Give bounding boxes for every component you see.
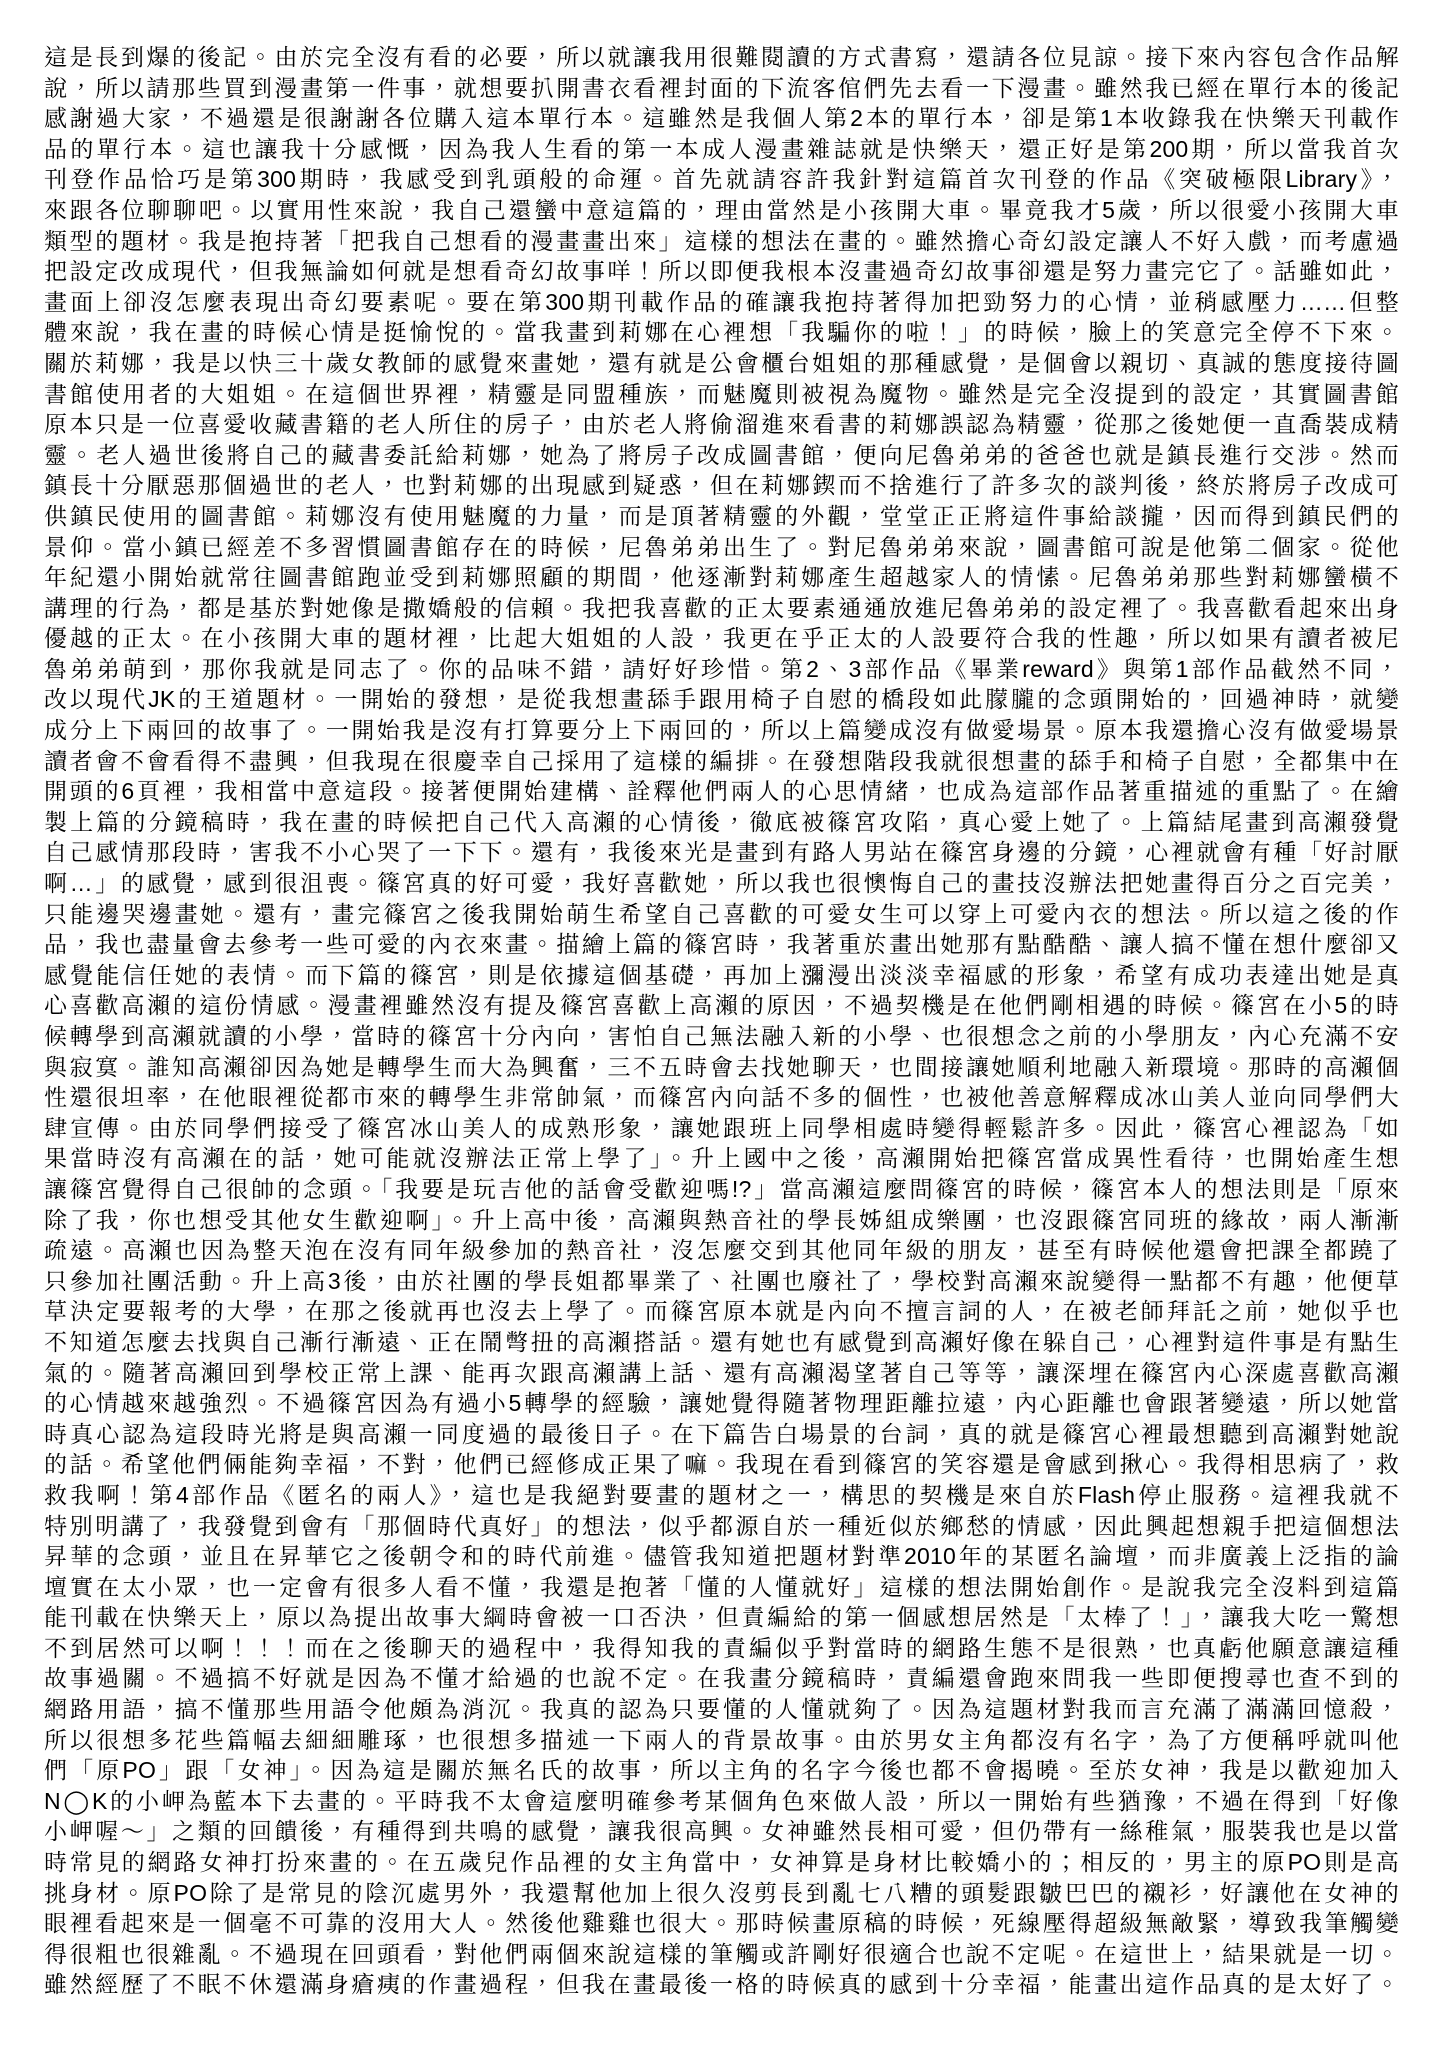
text-line: 年紀還小開始就常往圖書館跑並受到莉娜照顧的期間，他逐漸對莉娜產生超越家人的情愫。尼魯弟弟那些對莉娜蠻橫不 xyxy=(44,564,1399,591)
text-line: 除了我，你也想受其他女生歡迎啊」。升上高中後，高瀨與熱音社的學長姊組成樂團，也沒跟篠宮同班的緣故，兩人漸漸 xyxy=(44,1206,1399,1233)
text-line: 候轉學到高瀨就讀的小學，當時的篠宮十分內向，害怕自己無法融入新的小學、也很想念之前的小學朋友，內心充滿不安 xyxy=(44,1023,1399,1049)
text-line: 救我啊！第4部作品《匿名的兩人》，這也是我絕對要畫的題材之一，構思的契機是來自於Flash停止服務。這裡我就不 xyxy=(44,1481,1399,1508)
text-line: 製上篇的分鏡稿時，我在畫的時候把自己代入高瀨的心情後，徹底被篠宮攻陷，真心愛上她了。上篇結尾畫到高瀨發覺 xyxy=(44,808,1399,835)
text-line: 不知道怎麼去找與自己漸行漸遠、正在鬧彆扭的高瀨搭話。還有她也有感覺到高瀨好像在躲自己，心裡對這件事是有點生 xyxy=(44,1328,1399,1355)
text-line: 讀者會不會看得不盡興，但我現在很慶幸自己採用了這樣的編排。在發想階段我就很想畫的舔手和椅子自慰，全都集中在 xyxy=(44,747,1399,774)
text-line: 的心情越來越強烈。不過篠宮因為有過小5轉學的經驗，讓她覺得隨著物理距離拉遠，內心距離也會跟著變遠，所以她當 xyxy=(44,1390,1399,1417)
text-line: 只能邊哭邊畫她。還有，畫完篠宮之後我開始萌生希望自己喜歡的可愛女生可以穿上可愛內衣的想法。所以這之後的作 xyxy=(44,900,1399,927)
text-line: 刊登作品恰巧是第300期時，我感受到乳頭般的命運。首先就請容許我針對這篇首次刊登的作品《突破極限Library》， xyxy=(44,166,1399,193)
text-line: 來跟各位聊聊吧。以實用性來說，我自己還蠻中意這篇的，理由當然是小孩開大車。畢竟我才5歲，所以很愛小孩開大車 xyxy=(44,196,1399,223)
text-line: 啊…」的感覺，感到很沮喪。篠宮真的好可愛，我好喜歡她，所以我也很懊悔自己的畫技沒辦法把她畫得百分之百完美， xyxy=(44,870,1399,897)
text-line: 畫面上卻沒怎麼表現出奇幻要素呢。要在第300期刊載作品的確讓我抱持著得加把勁努力的心情，並稍感壓力……但整 xyxy=(44,288,1399,315)
text-line: 只參加社團活動。升上高3後，由於社團的學長姐都畢業了、社團也廢社了，學校對高瀨來說變得一點都不有趣，他便草 xyxy=(44,1267,1399,1294)
text-line: 挑身材。原PO除了是常見的陰沉處男外，我還幫他加上很久沒剪長到亂七八糟的頭髮跟皺巴巴的襯衫，好讓他在女神的 xyxy=(44,1879,1399,1906)
text-line: 類型的題材。我是抱持著「把我自己想看的漫畫畫出來」這樣的想法在畫的。雖然擔心奇幻設定讓人不好入戲，而考慮過 xyxy=(44,227,1399,254)
text-line: 得很粗也很雜亂。不過現在回頭看，對他們兩個來說這樣的筆觸或許剛好很適合也說不定呢。在這世上，結果就是一切。 xyxy=(44,1940,1399,1967)
text-line: 氣的。隨著高瀨回到學校正常上課、能再次跟高瀨講上話、還有高瀨渴望著自己等等，讓深埋在篠宮內心深處喜歡高瀨 xyxy=(44,1359,1399,1386)
text-line: 果當時沒有高瀨在的話，她可能就沒辦法正常上學了」。升上國中之後，高瀨開始把篠宮當成異性看待，也開始產生想 xyxy=(44,1145,1399,1172)
text-line: 故事過關。不過搞不好就是因為不懂才給過的也說不定。在我畫分鏡稿時，責編還會跑來問我一些即便搜尋也查不到的 xyxy=(44,1665,1399,1692)
text-line: 壇實在太小眾，也一定會有很多人看不懂，我還是抱著「懂的人懂就好」這樣的想法開始創作。是說我完全沒料到這篇 xyxy=(44,1573,1399,1600)
text-line: 眼裡看起來是一個毫不可靠的沒用大人。然後他雞雞也很大。那時候畫原稿的時候，死線壓得超級無敵緊，導致我筆觸變 xyxy=(44,1910,1399,1937)
text-line: 開頭的6頁裡，我相當中意這段。接著便開始建構、詮釋他們兩人的心思情緒，也成為這部作品著重描述的重點了。在繪 xyxy=(44,778,1399,805)
text-line: 靈。老人過世後將自己的藏書委託給莉娜，她為了將房子改成圖書館，便向尼魯弟弟的爸爸也就是鎮長進行交涉。然而 xyxy=(44,441,1399,468)
text-line: 原本只是一位喜愛收藏書籍的老人所住的房子，由於老人將偷溜進來看書的莉娜誤認為精靈，從那之後她便一直喬裝成精 xyxy=(44,411,1399,438)
text-line: 優越的正太。在小孩開大車的題材裡，比起大姐姐的人設，我更在乎正太的人設要符合我的性趣，所以如果有讀者被尼 xyxy=(44,625,1399,652)
text-line: 肆宣傳。由於同學們接受了篠宮冰山美人的成熟形象，讓她跟班上同學相處時變得輕鬆許多。因此，篠宮心裡認為「如 xyxy=(44,1114,1399,1141)
text-line: 這是長到爆的後記。由於完全沒有看的必要，所以就讓我用很難閱讀的方式書寫，還請各位見諒。接下來內容包含作品解 xyxy=(44,44,1399,70)
text-line: 說，所以請那些買到漫畫第一件事，就想要扒開書衣看裡封面的下流客倌們先去看一下漫畫。雖然我已經在單行本的後記 xyxy=(44,74,1399,101)
text-line: 時真心認為這段時光將是與高瀨一同度過的最後日子。在下篇告白場景的台詞，真的就是篠宮心裡最想聽到高瀨對她說 xyxy=(44,1420,1399,1447)
text-line: 時常見的網路女神打扮來畫的。在五歲兒作品裡的女主角當中，女神算是身材比較嬌小的；相反的，男主的原PO則是高 xyxy=(44,1849,1399,1876)
text-line: 小岬喔～」之類的回饋後，有種得到共鳴的感覺，讓我很高興。女神雖然長相可愛，但仍帶有一絲稚氣，服裝我也是以當 xyxy=(44,1818,1399,1845)
text-line: 讓篠宮覺得自己很帥的念頭。「我要是玩吉他的話會受歡迎嗎!?」當高瀨這麼問篠宮的時候，篠宮本人的想法則是「原來 xyxy=(44,1175,1399,1202)
text-line: 感謝過大家，不過還是很謝謝各位購入這本單行本。這雖然是我個人第2本的單行本，卻是第1本收錄我在快樂天刊載作 xyxy=(44,105,1399,132)
text-line: 魯弟弟萌到，那你我就是同志了。你的品味不錯，請好好珍惜。第2、3部作品《畢業reward》與第1部作品截然不同， xyxy=(44,655,1399,682)
text-line: 特別明講了，我發覺到會有「那個時代真好」的想法，似乎都源自於一種近似於鄉愁的情感，因此興起想親手把這個想法 xyxy=(44,1512,1399,1539)
text-line: 鎮長十分厭惡那個過世的老人，也對莉娜的出現感到疑惑，但在莉娜鍥而不捨進行了許多次的談判後，終於將房子改成可 xyxy=(44,472,1399,499)
text-line: 網路用語，搞不懂那些用語令他頗為消沉。我真的認為只要懂的人懂就夠了。因為這題材對我而言充滿了滿滿回憶殺， xyxy=(44,1696,1399,1723)
text-line: 昇華的念頭，並且在昇華它之後朝令和的時代前進。儘管我知道把題材對準2010年的某匿名論壇，而非廣義上泛指的論 xyxy=(44,1543,1399,1570)
text-line: 疏遠。高瀨也因為整天泡在沒有同年級參加的熱音社，沒怎麼交到其他同年級的朋友，甚至有時候他還會把課全都蹺了 xyxy=(44,1237,1399,1264)
text-line: 品，我也盡量會去參考一些可愛的內衣來畫。描繪上篇的篠宮時，我著重於畫出她那有點酷酷、讓人搞不懂在想什麼卻又 xyxy=(44,931,1399,958)
text-line: 的話。希望他們倆能夠幸福，不對，他們已經修成正果了嘛。我現在看到篠宮的笑容還是會感到揪心。我得相思病了，救 xyxy=(44,1451,1399,1478)
text-line: 講理的行為，都是基於對她像是撒嬌般的信賴。我把我喜歡的正太要素通通放進尼魯弟弟的設定裡了。我喜歡看起來出身 xyxy=(44,594,1399,621)
text-line: 雖然經歷了不眠不休還滿身瘡痍的作畫過程，但我在畫最後一格的時候真的感到十分幸福，能畫出這作品真的是太好了。 xyxy=(44,1971,1399,1998)
text-line: 們「原PO」跟「女神」。因為這是關於無名氏的故事，所以主角的名字今後也都不會揭曉。至於女神，我是以歡迎加入 xyxy=(44,1757,1399,1784)
text-line: 景仰。當小鎮已經差不多習慣圖書館存在的時候，尼魯弟弟出生了。對尼魯弟弟來說，圖書館可說是他第二個家。從他 xyxy=(44,533,1399,560)
text-line: 心喜歡高瀨的這份情感。漫畫裡雖然沒有提及篠宮喜歡上高瀨的原因，不過契機是在他們剛相遇的時候。篠宮在小5的時 xyxy=(44,992,1399,1019)
text-line: 書館使用者的大姐姐。在這個世界裡，精靈是同盟種族，而魅魔則被視為魔物。雖然是完全沒提到的設定，其實圖書館 xyxy=(44,380,1399,407)
text-line: 草決定要報考的大學，在那之後就再也沒去上學了。而篠宮原本就是內向不擅言詞的人，在被老師拜託之前，她似乎也 xyxy=(44,1298,1399,1325)
text-line: 供鎮民使用的圖書館。莉娜沒有使用魅魔的力量，而是頂著精靈的外觀，堂堂正正將這件事給談攏，因而得到鎮民們的 xyxy=(44,502,1399,529)
text-line: 性還很坦率，在他眼裡從都市來的轉學生非常帥氣，而篠宮內向話不多的個性，也被他善意解釋成冰山美人並向同學們大 xyxy=(44,1084,1399,1111)
text-line: N◯K的小岬為藍本下去畫的。平時我不太會這麼明確參考某個角色來做人設，所以一開始有些猶豫，不過在得到「好像 xyxy=(44,1787,1399,1814)
text-line: 感覺能信任她的表情。而下篇的篠宮，則是依據這個基礎，再加上瀰漫出淡淡幸福感的形象，希望有成功表達出她是真 xyxy=(44,961,1399,988)
text-line: 與寂寞。誰知高瀨卻因為她是轉學生而大為興奮，三不五時會去找她聊天，也間接讓她順利地融入新環境。那時的高瀨個 xyxy=(44,1053,1399,1080)
text-line: 成分上下兩回的故事了。一開始我是沒有打算要分上下兩回的，所以上篇變成沒有做愛場景。原本我還擔心沒有做愛場景 xyxy=(44,717,1399,744)
text-line: 不到居然可以啊！！！而在之後聊天的過程中，我得知我的責編似乎對當時的網路生態不是很熟，也真虧他願意讓這種 xyxy=(44,1634,1399,1661)
afterword-text-block xyxy=(44,42,1399,2000)
text-line: 品的單行本。這也讓我十分感慨，因為我人生看的第一本成人漫畫雜誌就是快樂天，還正好是第200期，所以當我首次 xyxy=(44,135,1399,162)
text-line: 能刊載在快樂天上，原以為提出故事大綱時會被一口否決，但責編給的第一個感想居然是「太棒了！」，讓我大吃一驚想 xyxy=(44,1604,1399,1631)
text-line: 把設定改成現代，但我無論如何就是想看奇幻故事咩！所以即便我根本沒畫過奇幻故事卻還是努力畫完它了。話雖如此， xyxy=(44,258,1399,285)
text-line: 改以現代JK的王道題材。一開始的發想，是從我想畫舔手跟用椅子自慰的橋段如此朦朧的念頭開始的，回過神時，就變 xyxy=(44,686,1399,713)
text-line: 體來說，我在畫的時候心情是挺愉悅的。當我畫到莉娜在心裡想「我騙你的啦！」的時候，臉上的笑意完全停不下來。 xyxy=(44,319,1399,346)
text-line: 關於莉娜，我是以快三十歲女教師的感覺來畫她，還有就是公會櫃台姐姐的那種感覺，是個會以親切、真誠的態度接待圖 xyxy=(44,349,1399,376)
text-line: 所以很想多花些篇幅去細細雕琢，也很想多描述一下兩人的背景故事。由於男女主角都沒有名字，為了方便稱呼就叫他 xyxy=(44,1726,1399,1753)
text-line: 自己感情那段時，害我不小心哭了一下下。還有，我後來光是畫到有路人男站在篠宮身邊的分鏡，心裡就會有種「好討厭 xyxy=(44,839,1399,866)
